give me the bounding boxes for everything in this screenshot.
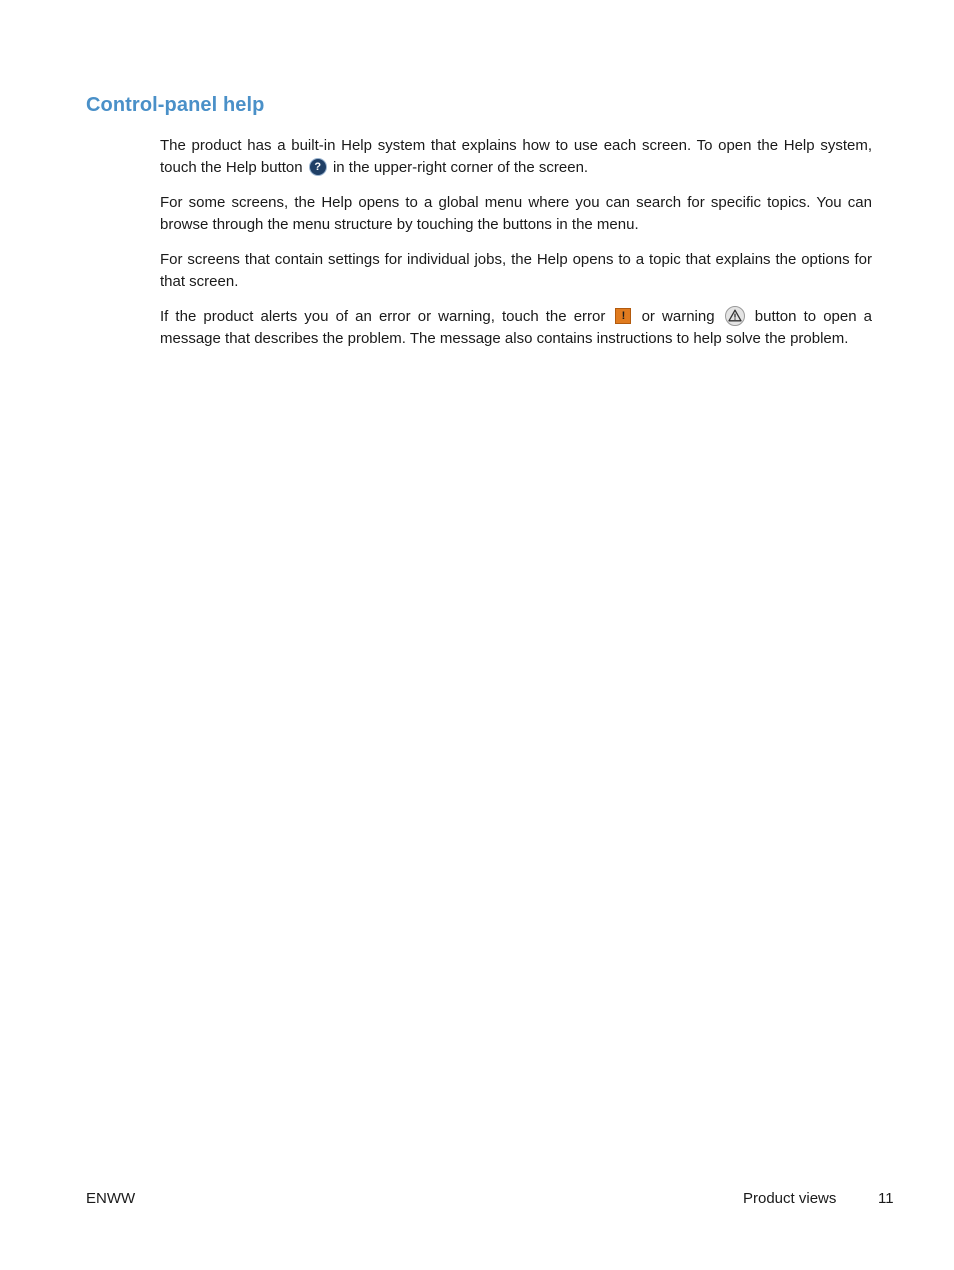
paragraph-global-menu: For some screens, the Help opens to a global menu where you can search for specific topics. You can browse through the menu structure by touching the buttons in the menu. (160, 194, 872, 233)
section-title: Control-panel help (86, 94, 265, 116)
paragraph-error-warning (160, 306, 872, 350)
page-number: 11 (878, 1190, 894, 1207)
paragraph-text: or warning (641, 308, 715, 325)
paragraph-text: If the product alerts you of an error or warning, touch the error (160, 308, 606, 325)
error-icon: ! (615, 308, 631, 324)
paragraph-job-settings: For screens that contain settings for individual jobs, the Help opens to a topic that explains the options for that screen. (160, 251, 872, 290)
help-icon: ? (310, 159, 326, 175)
footer-locale: ENWW (86, 1190, 136, 1207)
section-body (160, 135, 872, 363)
footer-section-name: Product views (743, 1190, 837, 1207)
paragraph-text: in the upper-right corner of the screen. (332, 159, 589, 176)
warning-icon (725, 306, 745, 326)
paragraph-text: button to open a message that describes the problem. The message also contains instructions to help solve the problem. (160, 308, 873, 347)
paragraph-text: The product has a built-in Help system that explains how to use each screen. To open the Help system, touch the Help button (160, 137, 872, 176)
paragraph-help-system (160, 135, 872, 179)
